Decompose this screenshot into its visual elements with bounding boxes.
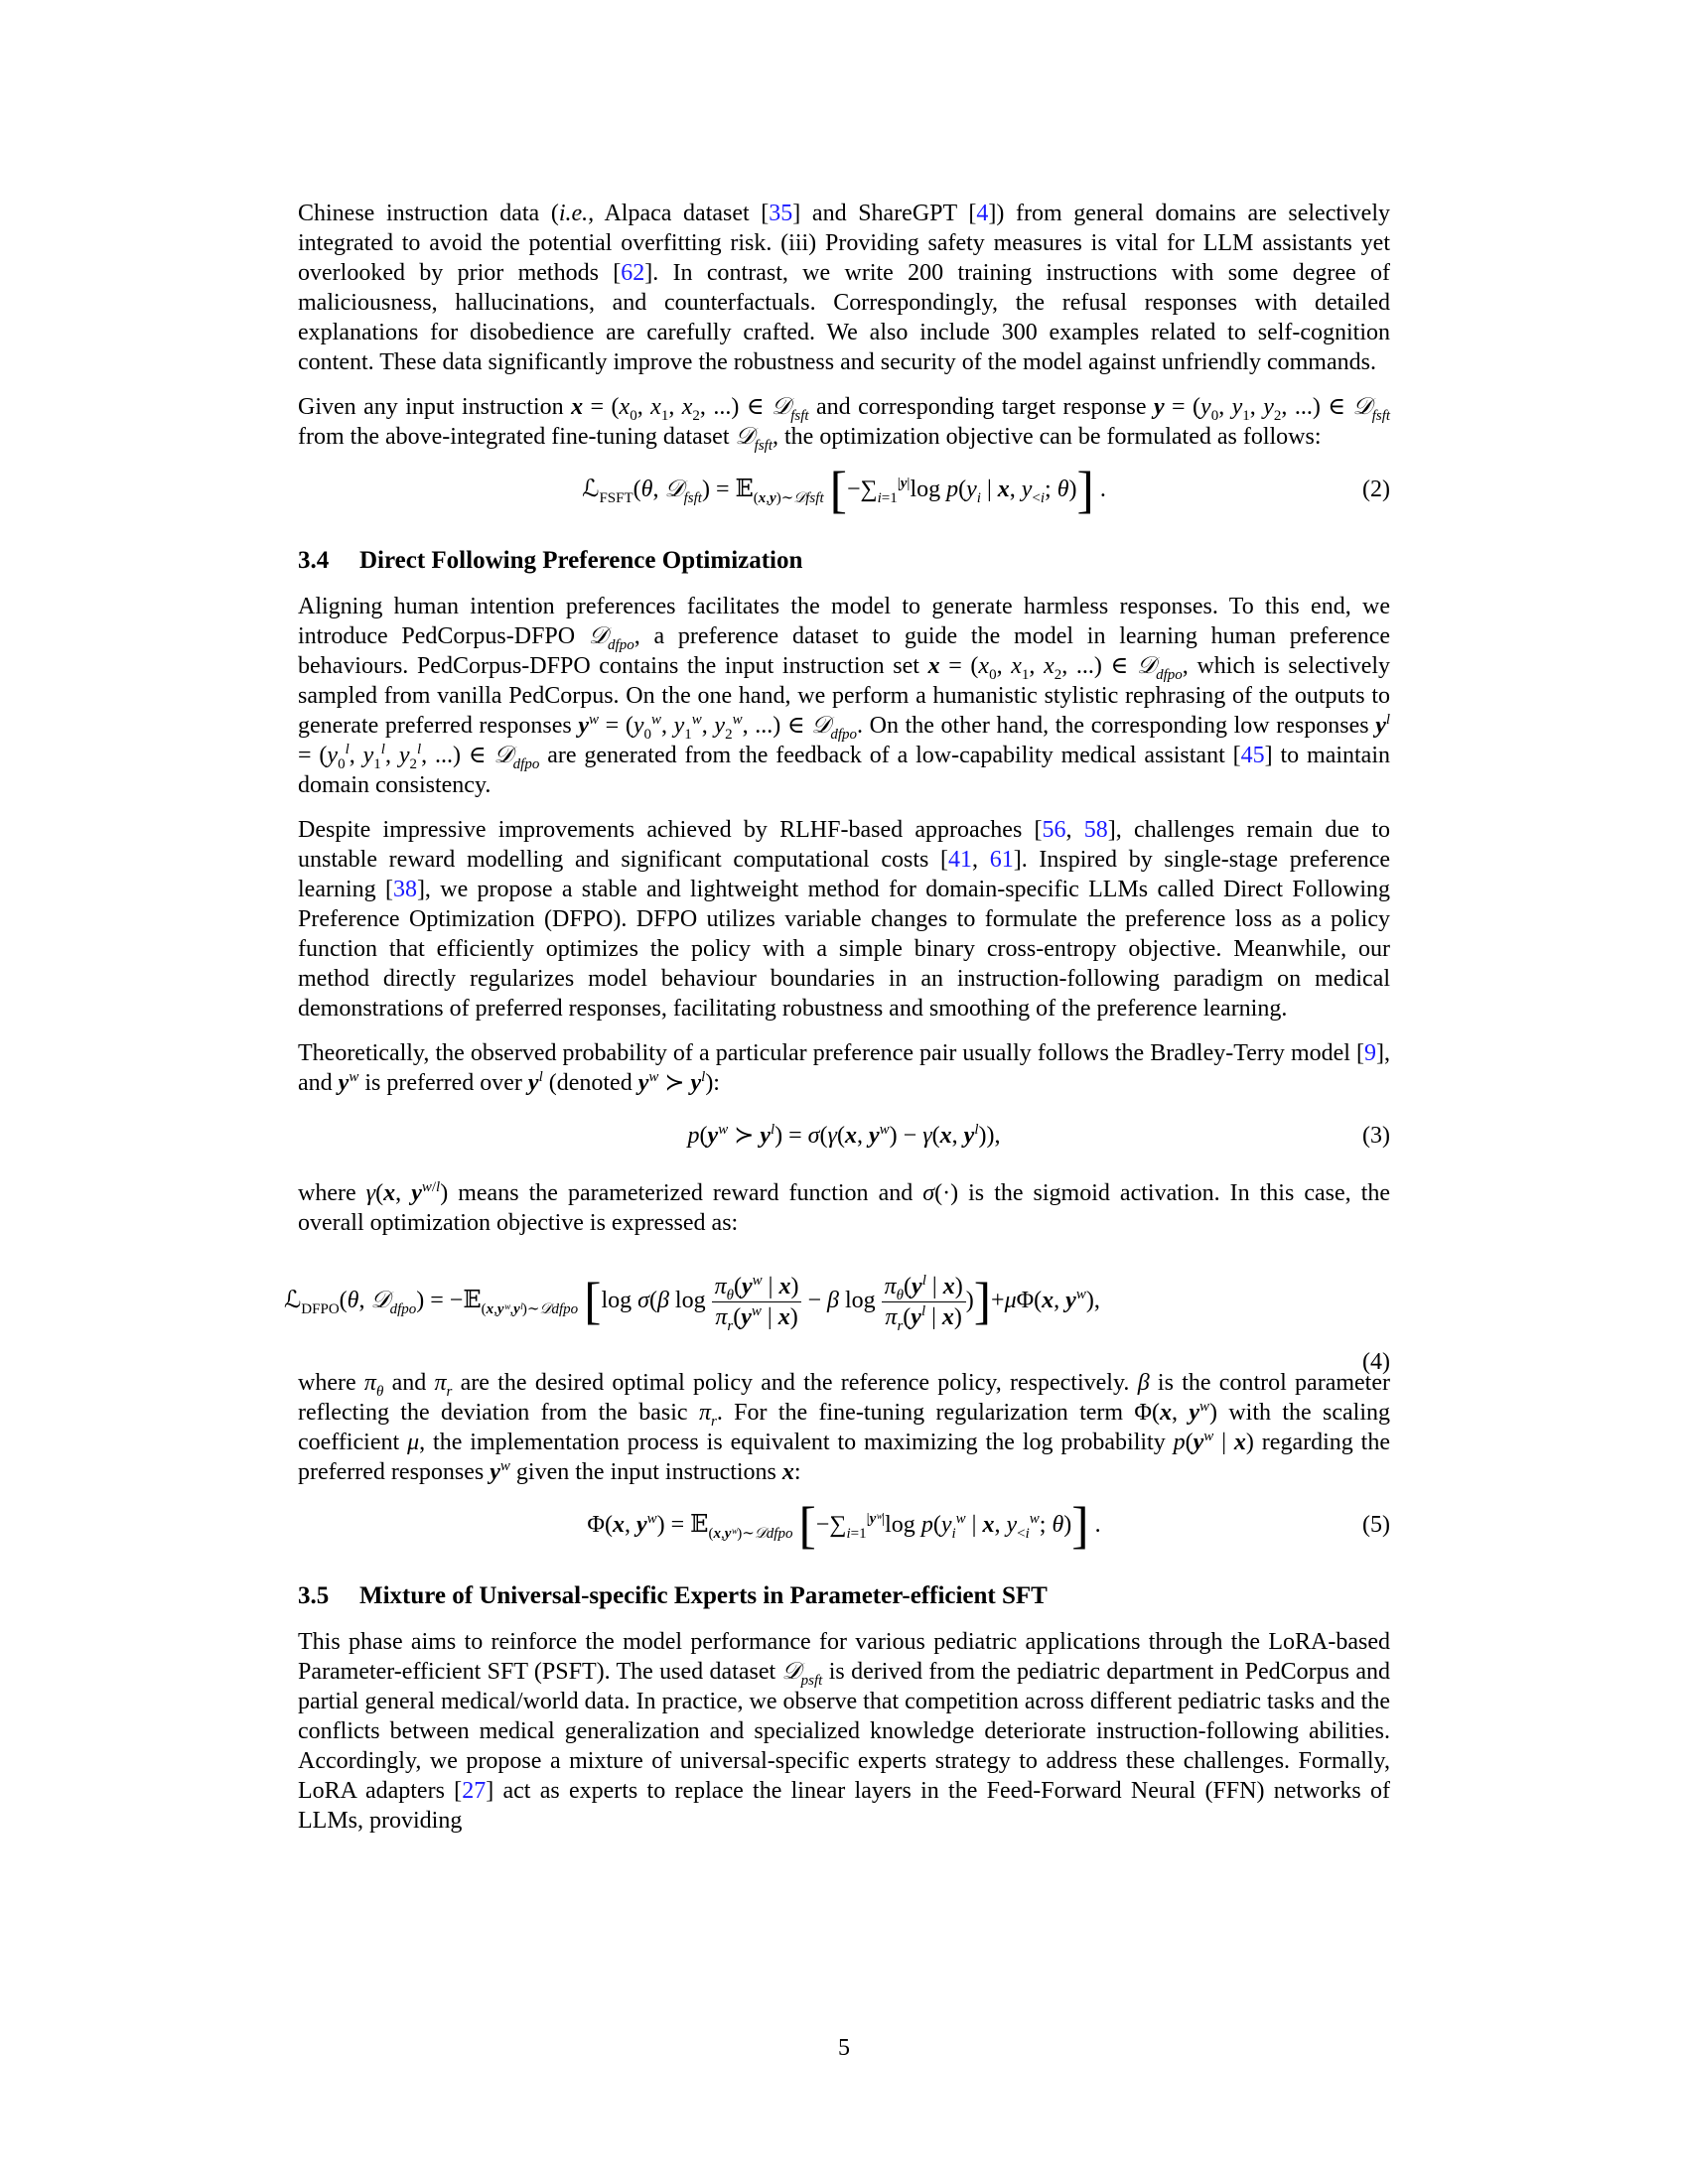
paragraph-6: where γ(x, $y^{w/l}$) means the parameterized reward function and σ(·) is the sigmoid activation. In this case, the overall optimization objective is expressed as: [298,1179,1391,1236]
page-number: 5 [838,2035,850,2061]
paragraph-4: Despite impressive improvements achieved by RLHF-based approaches [56, 58], challenges remain due to unstable reward modelling and significant computational costs [41, 61]. Inspired by single-stage preference learning [38], we propose a stable and lightweight method for domain-specific LLMs called Direct Following Preference Optimization (DFPO). DFPO utilizes variable changes to formulate the preference loss as a policy function that efficiently optimizes the policy with a simple binary cross-entropy objective. Meanwhile, our method directly regularizes model behaviour boundaries in an instruction-following paradigm on medical demonstrations of preferred responses, facilitating robustness and smoothing of the preference learning. [298,817,1391,1022]
equation-2: ℒ$_{FSFT}$(θ, 𝒟$_{fsft}$) = 𝔼$_{(x,y)\sim 𝒟fsft}$ [$-\sum_{i=1}^{|y|}\log$ $p(y_i$ | x, $y_{<i}$; θ)] . (2) [582,462,1390,519]
paragraph-7: where $\pi_\theta$ and $\pi_r$ are the desired optimal policy and the reference policy, respectively. β is the control parameter reflecting the deviation from the basic $\pi_r$. For the fine-tuning regularization term Φ(x, $y^w$) with the scaling coefficient μ, the implementation process is equivalent to maximizing the log probability $p(y^w$ | x) regarding the preferred responses $y^w$ given the input instructions x: [298,1370,1390,1485]
paragraph-1: Chinese instruction data (i.e., Alpaca dataset [35] and ShareGPT [4]) from general domains are selectively integrated to avoid the potential overfitting risk. (iii) Providing safety measures is vital for LLM assistants yet overlooked by prior methods [62]. In contrast, we write 200 training instructions with some degree of maliciousness, hallucinations, and counterfactuals. Correspondingly, the refusal responses with detailed explanations for disobedience are carefully crafted. We also include 300 examples related to self-cognition content. These data significantly improve the robustness and security of the model against unfriendly commands. [298,201,1391,375]
page-content [284,199,1391,1850]
section-heading: 3.4 Direct Following Preference Optimization [298,547,803,574]
equation-number: (3) [1362,1123,1390,1149]
paragraph-5: Theoretically, the observed probability of a particular preference pair usually follows the Bradley-Terry model [9], and $y^w$ is preferred over $y^l$ (denoted $y^w$ ≻ $y^l$): [298,1040,1390,1096]
section-heading: 3.5 Mixture of Universal-specific Experts in Parameter-efficient SFT [298,1582,1048,1609]
equation-number: (4) [1362,1349,1390,1375]
equation-5: Φ(x, $y^w$) = 𝔼$_{(x,yʷ)\sim 𝒟dfpo}$ [$-\sum_{i=1}^{|yʷ|}\log$ $p(y_i^w$ | x, $y_{<i}^w$; θ)] . (5) [587,1497,1390,1555]
equation-number: (5) [1362,1512,1390,1538]
paragraph-3: Aligning human intention preferences facilitates the model to generate harmless responses. To this end, we introduce PedCorpus-DFPO 𝒟$_{dfpo}$, a preference dataset to guide the model in learning human preference behaviours. PedCorpus-DFPO contains the input instruction set $x = (x_0$, $x_1$, $x_2$, ...) ∈ 𝒟$_{dfpo}$, which is selectively sampled from vanilla PedCorpus. On the one hand, we perform a humanistic stylistic rephrasing of the outputs to generate preferred responses $y^w = (y_0^w$, $y_1^w$, $y_2^w$, ...) ∈ 𝒟$_{dfpo}$. On the other hand, the corresponding low responses $y^l = (y_0^l$, $y_1^l$, $y_2^l$, ...) ∈ 𝒟$_{dfpo}$ are generated from the feedback of a low-capability medical assistant [45] to maintain domain consistency. [298,594,1391,798]
equation-4: ℒ$_{DFPO}$(θ, 𝒟$_{dfpo}$) = −𝔼$_{(x,yʷ,yˡ)\sim 𝒟dfpo}$ [log σ(β log $\frac{\pi_\theta(y^w | x)}{\pi_r(y^w | x)}$ − β log $\frac{\pi_\theta(y^l | x)}{\pi_r(y^l | x)}$ )]+μΦ(x, $y^w$), (4) [298,1253,1390,1348]
equation-number: (2) [1362,477,1390,502]
paragraph-2: Given any input instruction $x = (x_0$, $x_1$, $x_2$, ...) ∈ 𝒟$_{fsft}$ and corresponding target response $y = (y_0$, $y_1$, $y_2$, ...) ∈ 𝒟$_{fsft}$ from the above-integrated fine-tuning dataset 𝒟$_{fsft}$, the optimization objective can be formulated as follows: [298,394,1391,454]
paragraph-8: This phase aims to reinforce the model performance for various pediatric applications through the LoRA-based Parameter-efficient SFT (PSFT). The used dataset 𝒟$_{psft}$ is derived from the pediatric department in PedCorpus and partial general medical/world data. In practice, we observe that competition across different pediatric tasks and the conflicts between medical generalization and specialized knowledge deteriorate instruction-following abilities. Accordingly, we propose a mixture of universal-specific experts strategy to address these challenges. Formally, LoRA adapters [27] act as experts to replace the linear layers in the Feed-Forward Neural (FFN) networks of LLMs, providing [298,1629,1391,1834]
equation-3: $p(y^w$ ≻ $y^l) = \sigma(\gamma(x$, $y^w) - \gamma(x$, $y^l$)), (3) [298,1113,1390,1159]
